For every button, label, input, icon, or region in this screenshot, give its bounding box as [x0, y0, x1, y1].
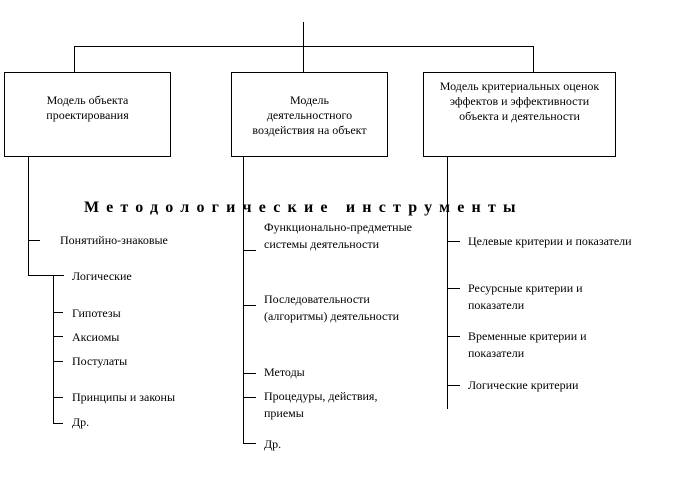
col2-item: Последовательности (алгоритмы) деятельности [264, 292, 400, 323]
col1-item-logical: Логические [72, 269, 132, 283]
col1-sub-item: Аксиомы [72, 330, 120, 344]
model-box-criteria [423, 72, 616, 157]
model-label-activity: Модель деятельностного воздействия на объект [252, 93, 367, 137]
col3-item: Целевые критерии и показатели [468, 234, 632, 248]
col2-item: Др. [264, 437, 282, 451]
model-box-activity [231, 72, 388, 157]
col3-item: Логические критерии [468, 378, 579, 392]
col1-sub-item: Принципы и законы [72, 390, 176, 404]
model-label-object: Модель объекта проектирования [46, 93, 129, 122]
col2-item: Функционально-предметные системы деятельности [264, 220, 412, 251]
col3-item: Временные критерии и показатели [468, 329, 587, 360]
col2-item: Методы [264, 365, 305, 379]
model-label-criteria: Модель критериальных оценок эффектов и эффективности объекта и деятельности [439, 79, 600, 123]
methodological-tools-heading: Методологические инструменты [84, 199, 523, 216]
col2-item: Процедуры, действия, приемы [264, 389, 378, 420]
col1-sub-item: Гипотезы [72, 306, 121, 320]
col3-item: Ресурсные критерии и показатели [468, 281, 583, 312]
col1-sub-item: Постулаты [72, 354, 128, 368]
col1-item-conceptual: Понятийно-знаковые [60, 233, 168, 247]
model-box-object [4, 72, 171, 157]
col1-sub-item: Др. [72, 415, 90, 429]
